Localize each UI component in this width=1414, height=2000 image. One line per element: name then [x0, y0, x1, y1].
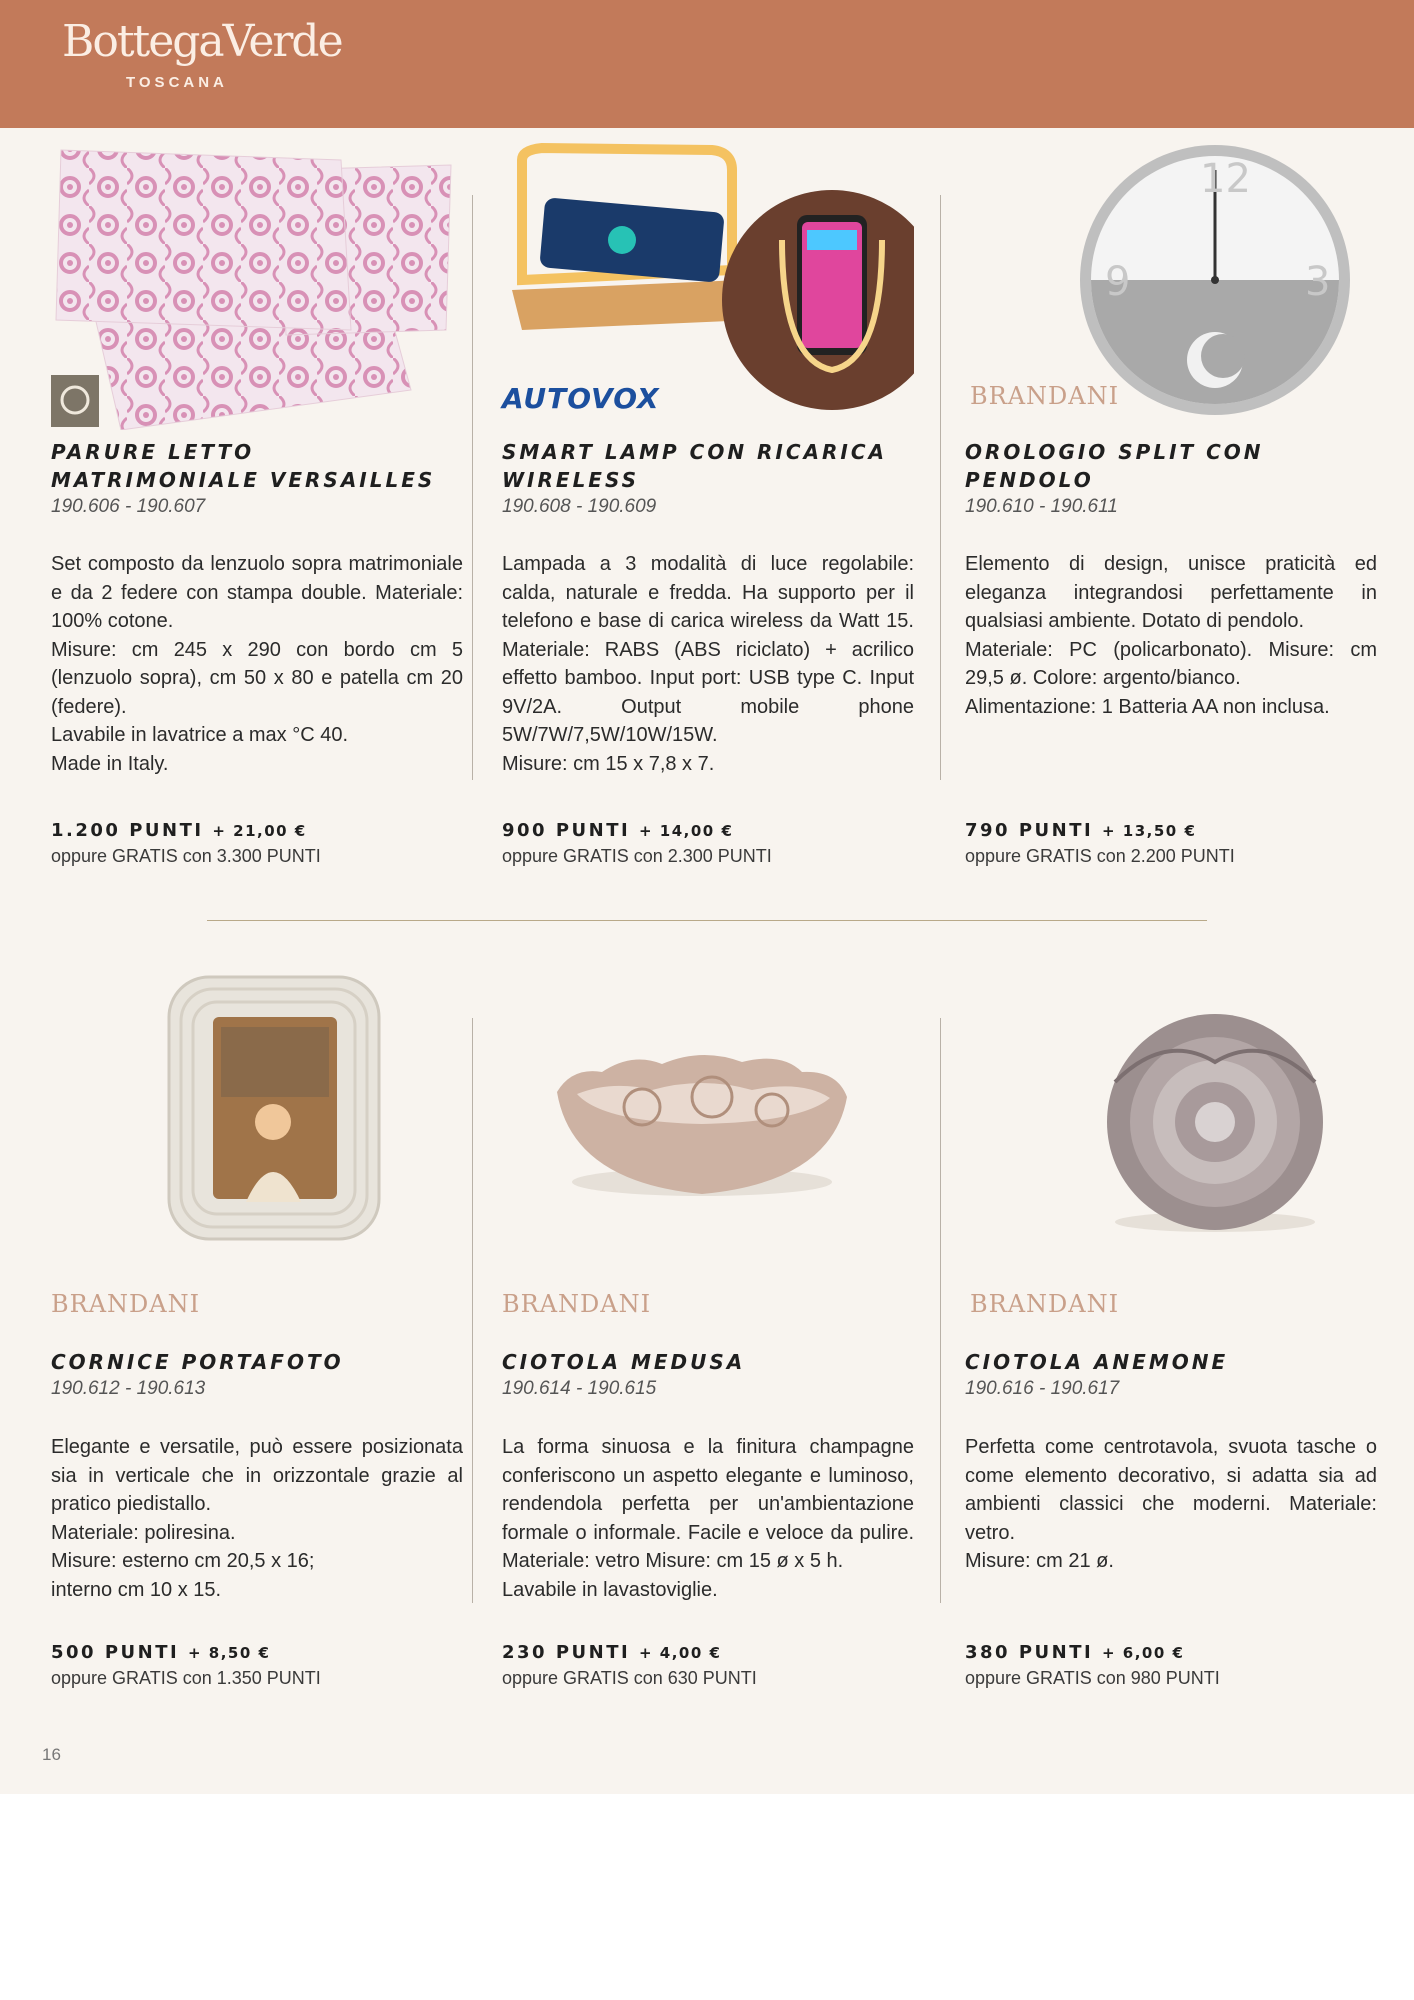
product-description: Set composto da lenzuolo sopra matrimoniale e da 2 federe con stampa double. Materiale: 100% cotone. Misure: cm 245 x 290 con bordo cm 5 (lenzuolo sopra), cm 50 x 80 e patella cm 20 (federe). Lavabile in lavatrice a max °C 40. Made in Italy. — [51, 553, 463, 775]
product-price: 790 PUNTI + 13,50 € — [965, 820, 1197, 841]
product-codes: 190.616 - 190.617 — [965, 1378, 1120, 1399]
bedding-image — [51, 130, 463, 430]
product-price: 500 PUNTI + 8,50 € — [51, 1642, 271, 1663]
brand-logo: BottegaVerde — [62, 16, 342, 67]
product-codes: 190.612 - 190.613 — [51, 1378, 206, 1399]
product-title: CORNICE PORTAFOTO — [51, 1350, 344, 1374]
brand-logo-brandani: BRANDANI — [502, 1290, 652, 1318]
product-price: 900 PUNTI + 14,00 € — [502, 820, 734, 841]
product-price: 1.200 PUNTI + 21,00 € — [51, 820, 307, 841]
free-alternative: oppure GRATIS con 2.300 PUNTI — [502, 846, 772, 866]
product-codes: 190.606 - 190.607 — [51, 496, 206, 517]
brand-logo-brandani: BRANDANI — [970, 382, 1120, 410]
free-alternative: oppure GRATIS con 980 PUNTI — [965, 1668, 1220, 1688]
product-title: PARURE LETTO MATRIMONIALE VERSAILLES — [51, 440, 436, 492]
svg-text:3: 3 — [1305, 259, 1331, 305]
svg-text:12: 12 — [1200, 156, 1251, 202]
product-codes: 190.614 - 190.615 — [502, 1378, 657, 1399]
product-title: CIOTOLA MEDUSA — [502, 1350, 746, 1374]
row-divider — [207, 920, 1207, 921]
free-alternative: oppure GRATIS con 1.350 PUNTI — [51, 1668, 321, 1688]
product-title: OROLOGIO SPLIT CON PENDOLO — [965, 440, 1264, 492]
free-alternative: oppure GRATIS con 630 PUNTI — [502, 1668, 757, 1688]
product-description: Perfetta come centrotavola, svuota tasche o come elemento decorativo, si adatta sia ad ambienti classici che moderni. Materiale: vetro. Misure: cm 21 ø. — [965, 1436, 1377, 1572]
product-price: 230 PUNTI + 4,00 € — [502, 1642, 722, 1663]
header-bar — [0, 0, 1414, 128]
column-divider — [472, 1018, 473, 1603]
product-description: Elemento di design, unisce praticità ed eleganza integrandosi perfettamente in qualsiasi ambiente. Dotato di pendolo. Materiale: PC (policarbonato). Misure: cm 29,5 ø. Colore: argento/bianco. Alimentazione: 1 Batteria AA non inclusa. — [965, 553, 1377, 718]
product-price: 380 PUNTI + 6,00 € — [965, 1642, 1185, 1663]
product-description: Lampada a 3 modalità di luce regolabile: calda, naturale e fredda. Ha supporto per il telefono e base di carica wireless da Watt 15. Materiale: RABS (ABS riciclato) + acrilico effetto bamboo. Input port: USB type C. Input 9V/2A. Output mobile phone 5W/7W/7,5W/10W/15W. Misure: cm 15 x 7,8 x 7. — [502, 553, 914, 775]
product-codes: 190.608 - 190.609 — [502, 496, 657, 517]
anemone-bowl-image — [965, 972, 1377, 1272]
free-alternative: oppure GRATIS con 3.300 PUNTI — [51, 846, 321, 866]
product-description: Elegante e versatile, può essere posizionata sia in verticale che in orizzontale grazie al pratico piedistallo. Materiale: poliresina. Misure: esterno cm 20,5 x 16; interno cm 10 x 15. — [51, 1436, 463, 1601]
page-number: 16 — [42, 1745, 61, 1764]
product-codes: 190.610 - 190.611 — [965, 496, 1118, 517]
brand-logo-brandani: BRANDANI — [970, 1290, 1120, 1318]
product-description: La forma sinuosa e la finitura champagne conferiscono un aspetto elegante e luminoso, rendendola perfetta per un'ambientazione formale o informale. Facile e veloce da pulire. Materiale: vetro Misure: cm 15 ø x 5 h. Lavabile in lavastoviglie. — [502, 1436, 914, 1601]
brand-logo-brandani: BRANDANI — [51, 1290, 201, 1318]
free-alternative: oppure GRATIS con 2.200 PUNTI — [965, 846, 1235, 866]
product-title: CIOTOLA ANEMONE — [965, 1350, 1229, 1374]
medusa-bowl-image — [502, 972, 914, 1272]
column-divider — [472, 195, 473, 780]
product-title: SMART LAMP CON RICARICA WIRELESS — [502, 440, 888, 492]
column-divider — [940, 1018, 941, 1603]
photo-frame-image — [51, 972, 463, 1272]
brand-region: TOSCANA — [126, 74, 228, 91]
svg-text:9: 9 — [1105, 259, 1131, 305]
column-divider — [940, 195, 941, 780]
brand-logo-autovox: AUTOVOX — [502, 382, 660, 415]
